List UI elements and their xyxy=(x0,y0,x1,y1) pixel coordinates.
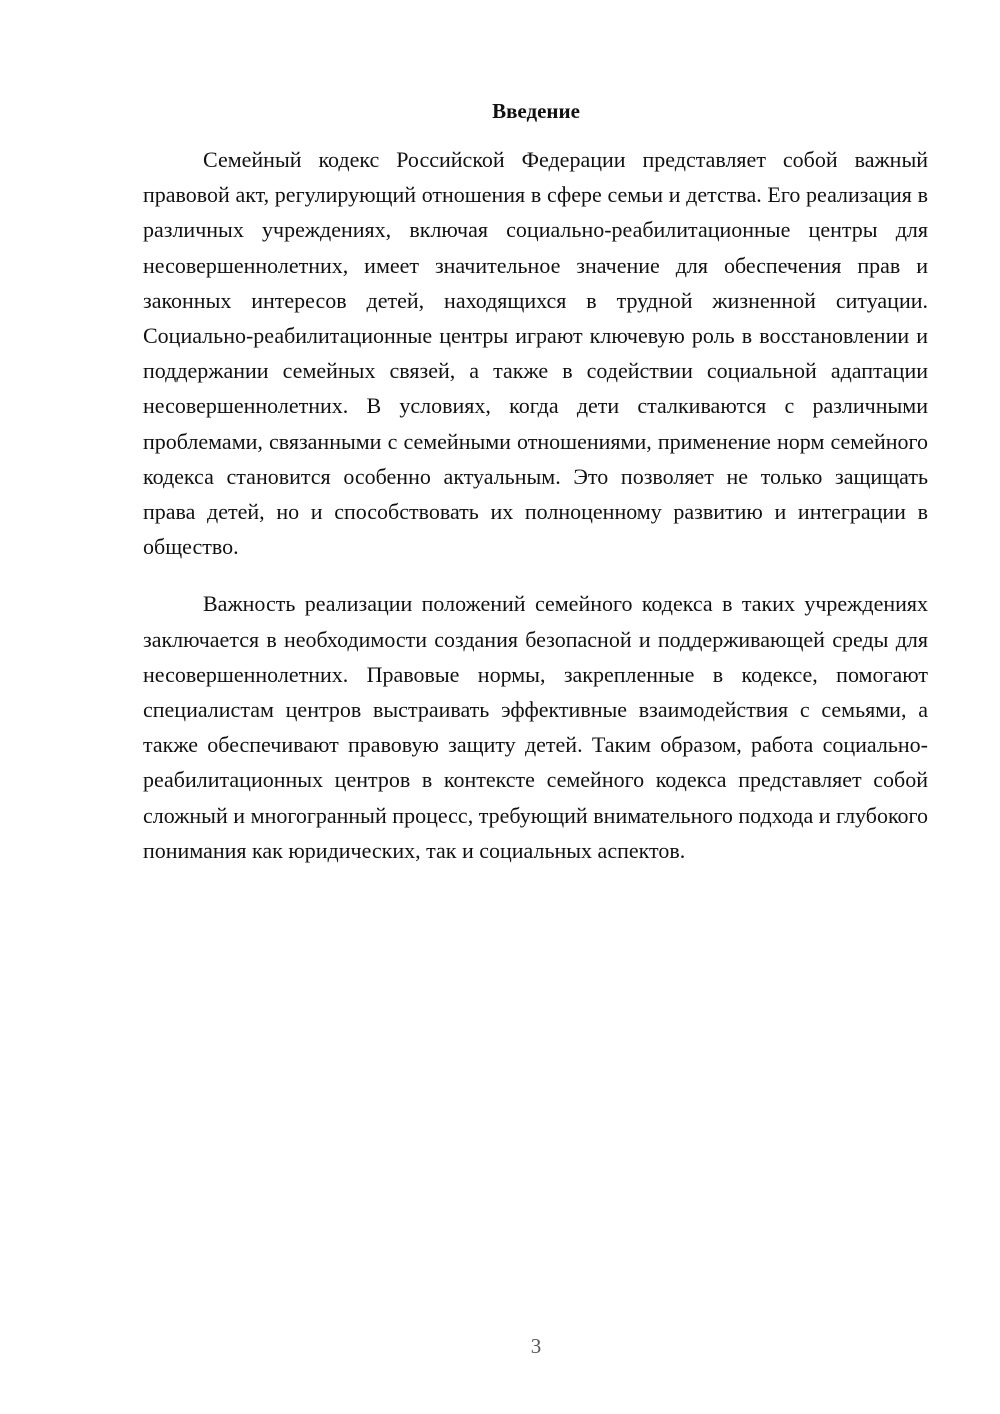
paragraph-1: Семейный кодекс Российской Федерации представляет собой важный правовой акт, регулирующий отношения в сфере семьи и детства. Его реализация в различных учреждениях, включая социально-реабилитационные центры для несовершеннолетних, имеет значительное значение для обеспечения прав и законных интересов детей, находящихся в трудной жизненной ситуации. Социально-реабилитационные центры играют ключевую роль в восстановлении и поддержании семейных связей, а также в содействии социальной адаптации несовершеннолетних. В условиях, когда дети сталкиваются с различными проблемами, связанными с семейными отношениями, применение норм семейного кодекса становится особенно актуальным. Это позволяет не только защищать права детей, но и способствовать их полноценному развитию и интеграции в общество. xyxy=(143,147,928,560)
page-title: Введение xyxy=(492,99,580,123)
document-body xyxy=(143,142,928,868)
paragraph-2: Важность реализации положений семейного кодекса в таких учреждениях заключается в необходимости создания безопасной и поддерживающей среды для несовершеннолетних. Правовые нормы, закрепленные в кодексе, помогают специалистам центров выстраивать эффективные взаимодействия с семьями, а также обеспечивают правовую защиту детей. Таким образом, работа социально-реабилитационных центров в контексте семейного кодекса представляет собой сложный и многогранный процесс, требующий внимательного подхода и глубокого понимания как юридических, так и социальных аспектов. xyxy=(143,591,928,863)
page-number: 3 xyxy=(530,1334,542,1358)
